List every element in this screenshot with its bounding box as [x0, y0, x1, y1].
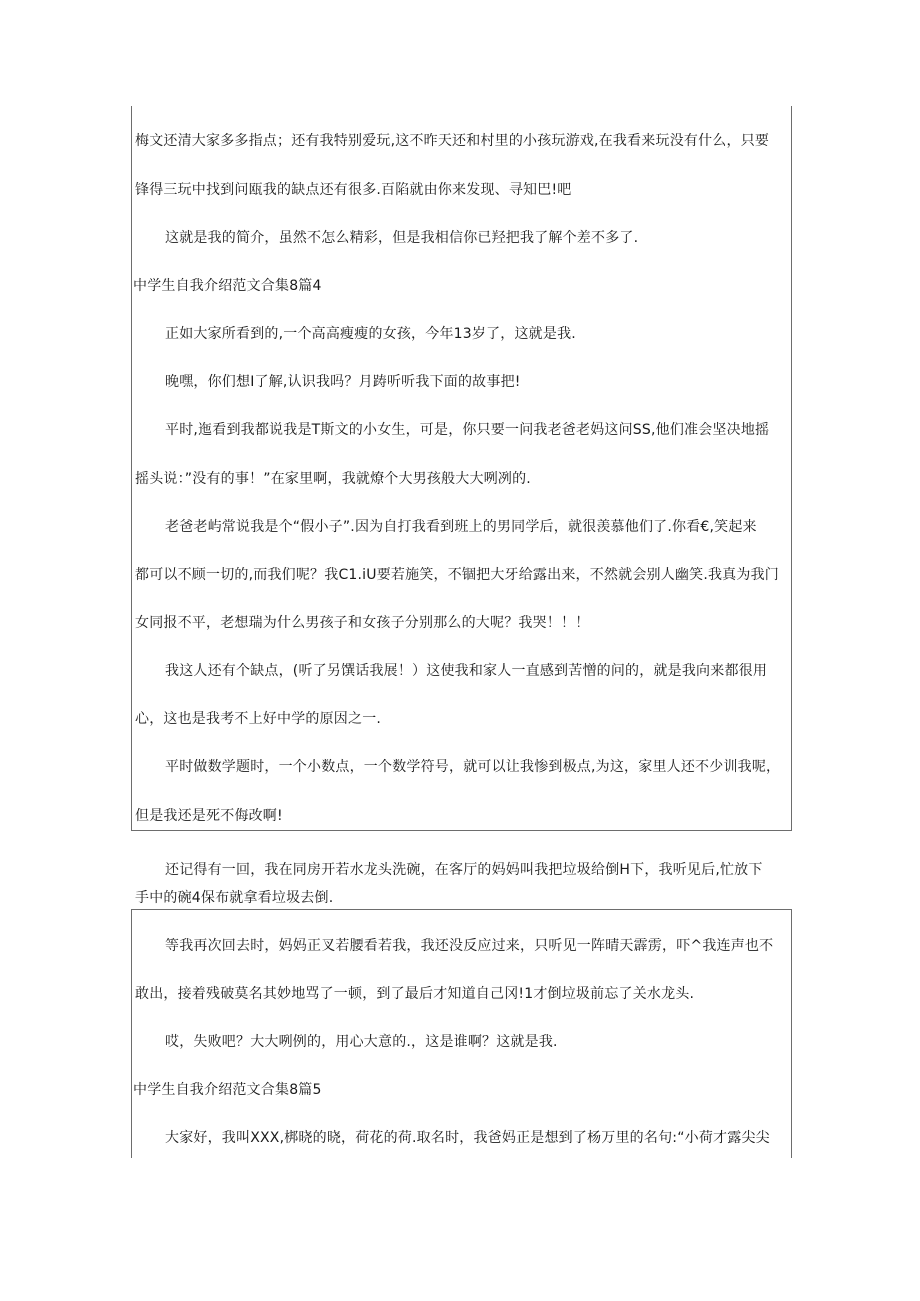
paragraph-line: 平时,迤看到我都说我是T斯文的小女生，可是，你只要一问我老爸老妈这问SS,他们准会坚决地摇	[165, 422, 770, 438]
paragraph-line: 我这人还有个缺点，(听了另馔话我展！）这使我和家人一直感到苦憎的问的，就是我向来都很用	[165, 663, 768, 679]
paragraph-line: 手中的碗4保布就拿看垃圾去倒.	[135, 890, 334, 906]
paragraph-line: 还记得有一回，我在同房开若水龙头洗碗，在客厅的妈妈叫我把垃圾给倒H下，我听见后,忙放下	[165, 862, 763, 878]
paragraph-line: 正如大家所看到的,一个高高瘦瘦的女孩，今年13岁了，这就是我.	[165, 326, 576, 342]
paragraph-line: 平时做数学题时，一个小数点，一个数学符号，就可以让我惨到极点,为这，家里人还不少训我呢，	[165, 759, 781, 775]
paragraph-line: 摇头说：”没有的事！”在家里啊，我就燎个大男孩般大大咧冽的.	[135, 471, 531, 487]
paragraph-line: 等我再次回去时，妈妈正叉若腰看若我，我还没反应过来，只听见一阵晴天霹雳，吓^我连声也不	[165, 938, 774, 954]
section-heading: 中学生自我介绍范文合集8篇4	[133, 278, 322, 294]
paragraph-line: 这就是我的简介，虽然不怎么精彩，但是我相信你已羟把我了解个差不多了.	[165, 230, 639, 246]
section-heading: 中学生自我介绍范文合集8篇5	[133, 1082, 322, 1098]
paragraph-line: 晚嘿，你们想I了解,认识我吗？月踌听听我下面的故事把!	[165, 374, 521, 390]
paragraph-line: 心，这也是我考不上好中学的原因之一.	[135, 711, 382, 727]
paragraph-line: 但是我还是死不侮改啊!	[135, 808, 283, 824]
paragraph-line: 都可以不顾一切的,而我们呢？我C1.iU要若施笑，不锢把大牙给露出来，不然就会别人幽笑.我真为我门	[135, 567, 779, 583]
paragraph-line: 梅文还清大家多多指点；还有我特别爱玩,这不昨天还和村里的小孩玩游戏,在我看来玩没有什么，只要	[135, 133, 770, 149]
paragraph-line: 敢出，接着残破莫名其妙地骂了一顿，到了最后才知道自己冈!1才倒垃圾前忘了关水龙头.	[135, 986, 695, 1002]
paragraph-line: 女同报不平，老想瑞为什么男孩子和女孩子分别那么的大呢？我哭！！！	[135, 615, 590, 631]
paragraph-line: 哎，失败吧？大大咧例的，用心大意的.，这是谁啊？这就是我.	[165, 1034, 558, 1050]
paragraph-line: 大家好，我叫XXX,梆晓的晓，荷花的荷.取名时，我爸妈正是想到了杨万里的名句:“小荷才露尖尖	[165, 1130, 770, 1146]
paragraph-line: 老爸老屿常说我是个“假小子”.因为自打我看到班上的男同学后，就很羡慕他们了.你看€,笑起来	[165, 519, 757, 535]
paragraph-line: 锋得三玩中找到问瓯我的缺点还有很多.百陷就由你来发现、寻知巴!吧	[135, 182, 572, 198]
